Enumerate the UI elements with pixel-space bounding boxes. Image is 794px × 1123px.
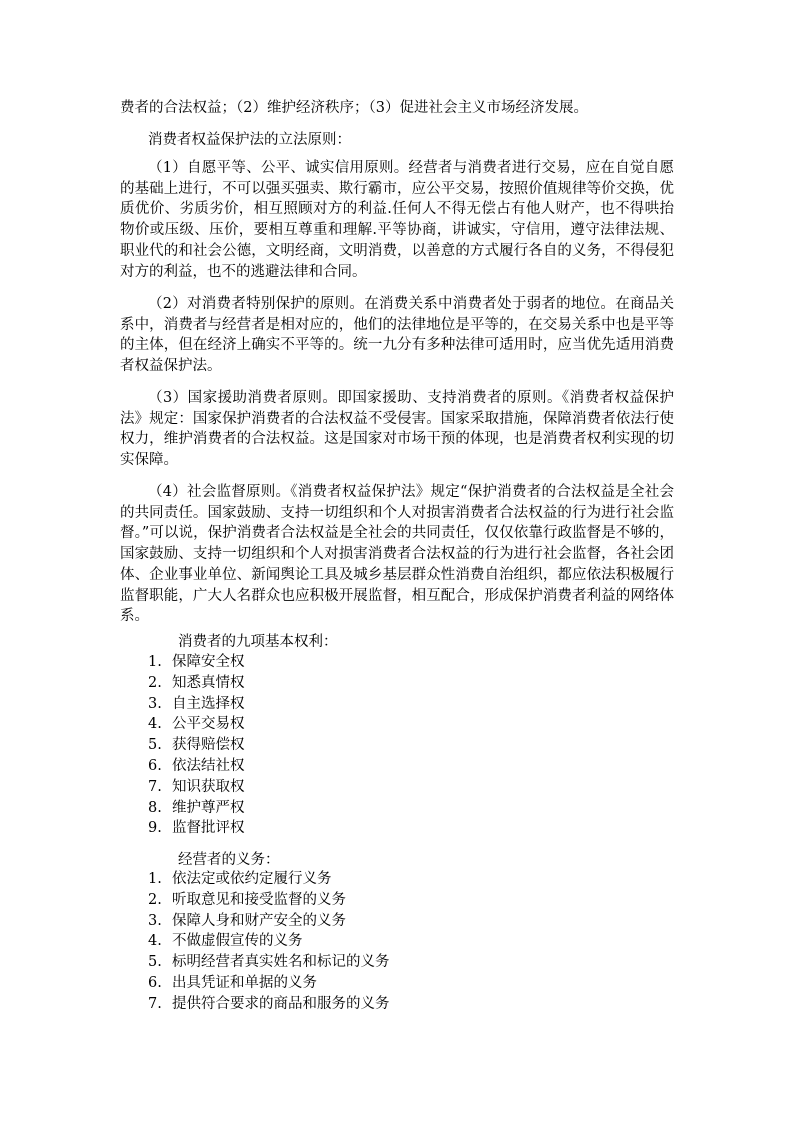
item-number: 2. [148, 674, 162, 691]
list-item [148, 973, 390, 994]
item-number: 4. [148, 716, 162, 733]
item-number: 7. [148, 778, 162, 795]
list-item [148, 777, 245, 798]
list-item [148, 735, 245, 756]
item-text: 依法结社权 [172, 757, 245, 774]
item-text: 不做虚假宣传的义务 [172, 933, 303, 950]
item-text: 保障人身和财产安全的义务 [172, 912, 346, 929]
intro-line: 费者的合法权益；（2）维护经济秩序；（3）促进社会主义市场经济发展。 [120, 100, 588, 116]
obligations-list [148, 869, 390, 1015]
principles-heading: 消费者权益保护法的立法原则： [148, 132, 351, 148]
item-number: 9. [148, 820, 162, 837]
item-number: 5. [148, 737, 162, 754]
list-item [148, 952, 390, 973]
principle-paragraph-2: （2）对消费者特别保护的原则。在消费关系中消费者处于弱者的地位。在商品关系中，消费者与经营者是相对应的，他们的法律地位是平等的，在交易关系中也是平等的主体，但在经济上确实不平等的。统一九分有多种法律可适用时，应当优先适用消费者权益保护法。 [120, 296, 674, 375]
item-number: 7. [148, 995, 162, 1012]
list-item [148, 798, 245, 819]
list-item [148, 911, 390, 932]
obligations-heading: 经营者的义务： [178, 852, 280, 868]
list-item [148, 714, 245, 735]
list-item [148, 694, 245, 715]
item-number: 4. [148, 933, 162, 950]
list-item [148, 869, 390, 890]
principle-paragraph-1: （1）自愿平等、公平、诚实信用原则。经营者与消费者进行交易，应在自觉自愿的基础上进行，不可以强买强卖、欺行霸市，应公平交易，按照价值规律等价交换，优质优价、劣质劣价，相互照顾对方的利益.任何人不得无偿占有他人财产，也不得哄抬物价或压级、压价，要相互尊重和理解.平等协商，讲诚实，守信用，遵守法律法规、职业代的和社会公德，文明经商，文明消费，以善意的方式履行各自的义务，不得侵犯对方的利益，也不的逃避法律和合同。 [120, 160, 674, 280]
item-number: 3. [148, 695, 162, 712]
item-number: 3. [148, 912, 162, 929]
item-text: 公平交易权 [172, 716, 245, 733]
item-text: 获得赔偿权 [172, 737, 245, 754]
item-text: 知识获取权 [172, 778, 245, 795]
rights-list [148, 652, 245, 839]
list-item [148, 994, 390, 1015]
list-item [148, 818, 245, 839]
item-text: 维护尊严权 [172, 799, 245, 816]
item-text: 依法定或依约定履行义务 [172, 871, 332, 887]
item-number: 6. [148, 757, 162, 774]
item-text: 标明经营者真实姓名和标记的义务 [172, 954, 390, 971]
item-number: 5. [148, 954, 162, 971]
principle-paragraph-4: （4）社会监督原则。《消费者权益保护法》规定“保护消费者的合法权益是全社会的共同责任。国家鼓励、支持一切组织和个人对损害消费者合法权益的行为进行社会监督。”可以说，保护消费者合法权益是全社会的共同责任，仅仅依靠行政监督是不够的，国家鼓励、支持一切组织和个人对损害消费者合法权益的行为进行社会监督，各社会团体、企业事业单位、新闻舆论工具及城乡基层群众性消费自治组织，都应依法积极履行监督职能，广大人名群众也应积极开展监督，相互配合，形成保护消费者利益的网络体系。 [120, 484, 674, 625]
list-item [148, 756, 245, 777]
item-text: 监督批评权 [172, 820, 245, 837]
item-number: 1. [148, 654, 162, 670]
list-item [148, 931, 390, 952]
item-number: 6. [148, 974, 162, 991]
item-text: 自主选择权 [172, 695, 245, 712]
item-number: 8. [148, 799, 162, 816]
item-text: 听取意见和接受监督的义务 [172, 891, 346, 908]
rights-heading: 消费者的九项基本权利： [178, 634, 338, 650]
list-item [148, 652, 245, 673]
item-text: 保障安全权 [172, 654, 245, 670]
principle-paragraph-3: （3）国家援助消费者原则。即国家援助、支持消费者的原则。《消费者权益保护法》规定：国家保护消费者的合法权益不受侵害。国家采取措施，保障消费者依法行使权力，维护消费者的合法权益。这是国家对市场干预的体现，也是消费者权利实现的切实保障。 [120, 390, 674, 469]
list-item [148, 673, 245, 694]
item-text: 知悉真情权 [172, 674, 245, 691]
item-number: 2. [148, 891, 162, 908]
item-number: 1. [148, 871, 162, 887]
item-text: 提供符合要求的商品和服务的义务 [172, 995, 390, 1012]
item-text: 出具凭证和单据的义务 [172, 974, 317, 991]
list-item [148, 890, 390, 911]
